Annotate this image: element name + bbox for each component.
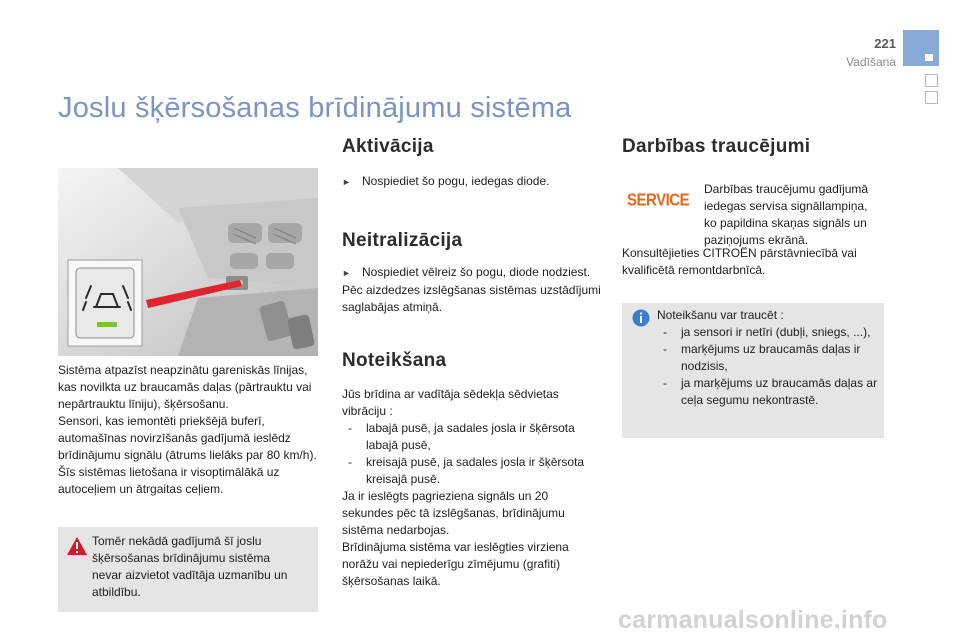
section-tab-active [903, 30, 939, 66]
arrow-bullet-icon: ► [342, 268, 351, 278]
arrow-bullet-icon: ► [342, 177, 351, 187]
info-box [622, 303, 884, 438]
activation-heading: Aktivācija [342, 136, 434, 157]
watermark: carmanualsonline.info [618, 606, 888, 634]
list-item: - labajā pusē, ja sadales josla ir šķērsota labajā pusē, [342, 420, 602, 454]
malfunctions-heading: Darbības traucējumi [622, 136, 811, 157]
info-list [657, 324, 879, 409]
list-item: - ja marķējums uz braucamās daļas ar ceļa segumu nekontrastē. [657, 375, 879, 409]
list-item: - ja sensori ir netīri (dubļi, sniegs, ...), [657, 324, 879, 341]
detection-text: Ja ir ieslēgts pagrieziena signāls un 20 sekundes pēc tā izslēgšanas, brīdinājumu sistēma nedarbojas. Brīdinājuma sistēma var ieslēgties virziena norāžu vai nepiederīgu zīmējumu (grafiti) šķērsošanas laikā. [342, 489, 569, 588]
system-description: Sistēma atpazīst neapzinātu gareniskās līnijas, kas novilkta uz braucamās daļas (pārtrauktu vai nepārtrauktu līniju), šķērsošanu. Sensori, kas iemontēti priekšējā buferī, automašīnas novirzīšanās gadījumā ieslēdz brīdinājumu signālu (ātrums lielāks par 80 km/h). Šīs sistēmas lietošana ir visoptimālākā uz autoceļiem un ātrgaitas ceļiem. [58, 363, 317, 496]
warning-icon [66, 536, 88, 556]
malfunctions-text: Darbības traucējumu gadījumā iedegas servisa signāllampiņa, ko papildina skaņas signāls un paziņojums ekrānā. [704, 182, 869, 247]
detection-list [342, 420, 602, 488]
info-icon [632, 309, 650, 327]
consult-text: Konsultējieties CITROËN pārstāvniecībā vai kvalificētā remontdarbnīcā. [622, 246, 857, 277]
section-tab-inactive [925, 74, 938, 87]
detection-block [342, 386, 602, 590]
activation-text: Nospiediet šo pogu, iedegas diode. [362, 174, 550, 188]
warning-text: Tomēr nekādā gadījumā šī joslu šķērsošanas brīdinājumu sistēma nevar aizvietot vadītāja uzmanību un atbildību. [92, 534, 288, 599]
service-label: SERVICE [627, 190, 690, 211]
dashboard-illustration [58, 168, 318, 356]
detection-heading: Noteikšana [342, 350, 447, 371]
neutralization-block [342, 264, 612, 316]
neutralization-text: Pēc aizdedzes izslēgšanas sistēmas uzstādījumi saglabājas atmiņā. [342, 283, 601, 314]
info-intro: Noteikšanu var traucēt : [657, 308, 784, 322]
detection-intro: Jūs brīdina ar vadītāja sēdekļa sēdvietas vibrāciju : [342, 387, 559, 418]
info-content [657, 307, 879, 409]
page-number: 221 [874, 36, 896, 51]
dashboard-photo [58, 168, 318, 356]
page-title: Joslu šķērsošanas brīdinājumu sistēma [58, 92, 572, 124]
activation-bullet [342, 173, 612, 191]
list-item: - kreisajā pusē, ja sadales josla ir šķērsota kreisajā pusē. [342, 454, 602, 488]
neutralization-bullet: Nospiediet vēlreiz šo pogu, diode nodziest. [362, 265, 591, 279]
service-icon [627, 189, 691, 213]
section-name: Vadīšana [846, 55, 896, 69]
warning-box [58, 527, 318, 612]
neutralization-heading: Neitralizācija [342, 230, 463, 251]
section-tab-inactive [925, 91, 938, 104]
list-item: - marķējums uz braucamās daļas ir nodzisis, [657, 341, 879, 375]
